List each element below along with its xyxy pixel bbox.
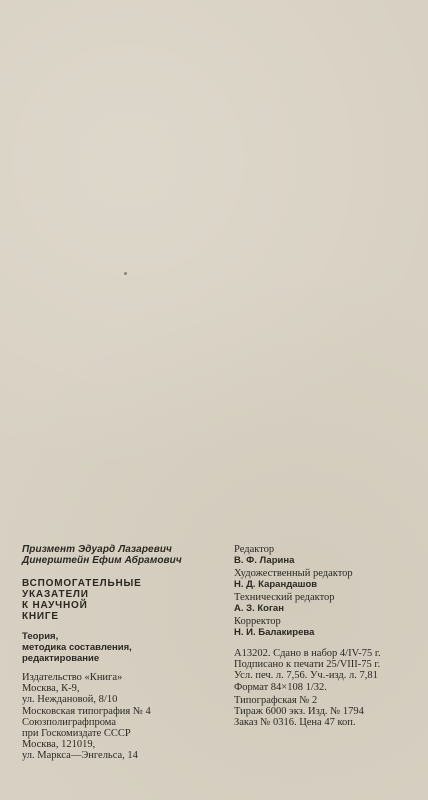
left-column xyxy=(22,544,212,762)
book-title xyxy=(22,578,212,622)
role-name: Н. И. Балакирева xyxy=(234,627,315,638)
role-title: Редактор xyxy=(234,544,275,555)
title-line: КНИГЕ xyxy=(22,611,59,622)
title-line: ВСПОМОГАТЕЛЬНЫЕ xyxy=(22,578,142,589)
publisher-line: при Госкомиздате СССР xyxy=(22,728,131,740)
role-title: Художественный редактор xyxy=(234,568,353,579)
publisher-line: Москва, 121019, xyxy=(22,739,96,751)
imprint-line: Тираж 6000 экз. Изд. № 1794 xyxy=(234,706,364,718)
publisher-line: Союзполиграфпрома xyxy=(22,716,117,728)
role-name: Н. Д. Карандашов xyxy=(234,579,318,590)
subtitle-line: Теория, xyxy=(22,631,59,642)
author-line: Динерштейн Ефим Абрамович xyxy=(22,555,182,566)
title-line: К НАУЧНОЙ xyxy=(22,600,88,611)
publisher-line: Московская типография № 4 xyxy=(22,705,151,717)
subtitle-line: редактирование xyxy=(22,653,100,664)
publisher-block xyxy=(22,672,212,762)
role-name: А. З. Коган xyxy=(234,603,284,614)
imprint-line: Заказ № 0316. Цена 47 коп. xyxy=(234,717,356,729)
imprint-line: А13202. Сдано в набор 4/IV-75 г. xyxy=(234,648,381,659)
imprint-line: Формат 84×108 1/32. xyxy=(234,681,327,693)
subtitle-line: методика составления, xyxy=(22,642,132,653)
role-name: В. Ф. Ларина xyxy=(234,555,295,566)
authors-block xyxy=(22,544,212,566)
imprint-block xyxy=(234,648,424,728)
author-line: Призмент Эдуард Лазаревич xyxy=(22,544,172,555)
credits-block xyxy=(234,544,424,638)
publisher-line: Москва, К-9, xyxy=(22,683,80,695)
role-title: Корректор xyxy=(234,616,281,627)
paper-speck xyxy=(124,272,127,275)
imprint-line: Типографская № 2 xyxy=(234,694,318,706)
imprint-line: Усл. печ. л. 7,56. Уч.-изд. л. 7,81 xyxy=(234,670,378,682)
title-line: УКАЗАТЕЛИ xyxy=(22,589,89,600)
publisher-line: ул. Маркса—Энгельса, 14 xyxy=(22,750,138,762)
publisher-line: ул. Неждановой, 8/10 xyxy=(22,694,118,706)
book-subtitle xyxy=(22,631,212,664)
imprint-line: Подписано к печати 25/VIII-75 г. xyxy=(234,659,381,671)
right-column xyxy=(234,544,424,728)
publisher-line: Издательство «Книга» xyxy=(22,672,123,683)
role-title: Технический редактор xyxy=(234,592,335,603)
